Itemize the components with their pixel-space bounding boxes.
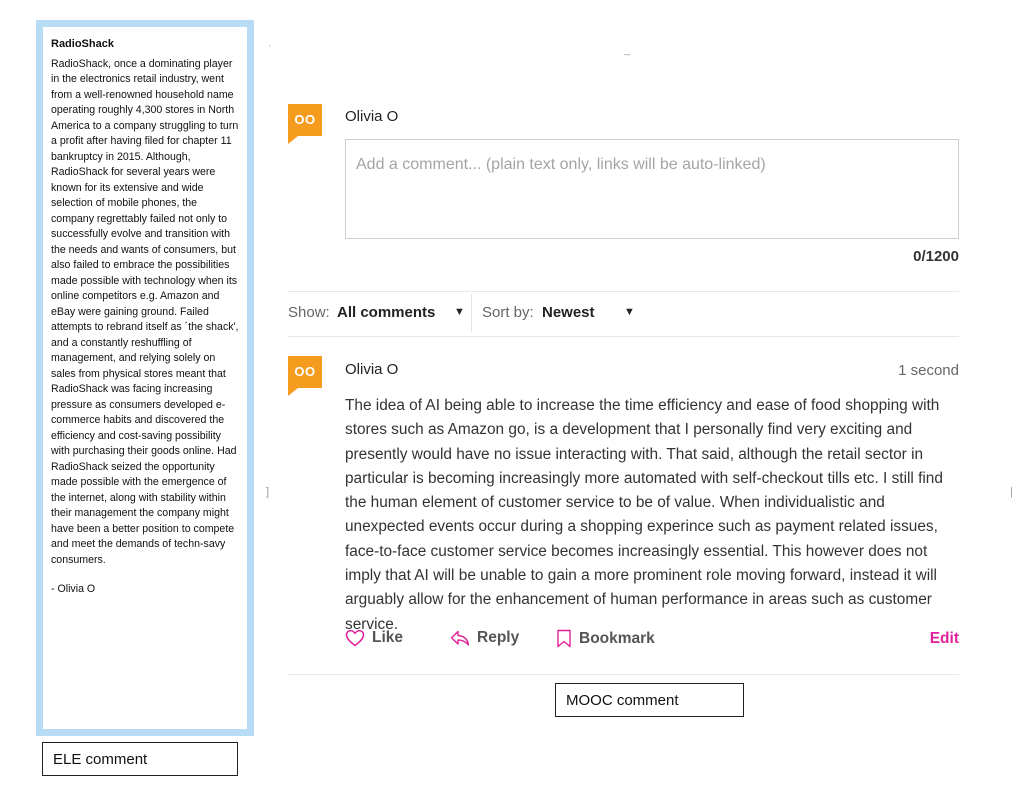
ele-comment-content (43, 27, 247, 729)
comment-author: Olivia O (345, 361, 399, 378)
edge-mark: ˈ (268, 44, 272, 56)
reply-icon (450, 629, 470, 647)
char-count: 0/1200 (913, 248, 959, 265)
divider (288, 674, 959, 675)
comment-text: The idea of AI being able to increase the time efficiency and ease of food shopping with stores such as Amazon go, is a development that I personally find very exciting and presently would have no issue interacting with. That said, although the retail sector in particular is becoming increasingly more automated with self-checkout tills etc. I still find the human element of customer service to be of value. When individualistic and unexpected events occur during a shopping experince such as payment related issues, face-to-face customer service becomes increasingly essential. This however does not imply that AI will be unable to gain a more prominent role moving forward, instead it will arguably allow for the enhancement of human performance in areas such as customer service. (345, 397, 943, 633)
edit-link[interactable]: Edit (929, 630, 959, 647)
composer-user-name: Olivia O (345, 108, 399, 125)
avatar: OO (288, 356, 322, 388)
caret-down-icon[interactable]: ▼ (624, 306, 635, 318)
reply-label: Reply (477, 629, 520, 646)
ele-comment-panel (36, 20, 254, 736)
divider (288, 291, 959, 292)
comment-input[interactable] (345, 139, 959, 239)
sort-label: Sort by: (482, 304, 534, 321)
reply-button[interactable] (450, 629, 519, 647)
mooc-caption: MOOC comment (555, 683, 744, 717)
show-label: Show: (288, 304, 330, 321)
bookmark-button[interactable] (556, 629, 655, 648)
ele-body: RadioShack, once a dominating player in the electronics retail industry, went from a well-renowned household name operating roughly 4,300 stores in North America to a company struggling to turn a profit after having filed for chapter 11 bankruptcy in 2015. Although, RadioShack for several years were known for its extensive and wide selection of mobile phones, the company regrettably failed not only to successfully evolve and transition with the needs and wants of consumers, but also failed to embrace the possibilities made possible with technology when its online competitors e.g. Amazon and eBay were gaining ground. Failed attempts to rebrand itself as ´the shack', and a constantly reshuffling of management, and relying solely on sales from physical stores meant that RadioShack was facing increasing pressure as consumers developed e-commerce habits and discovered the efficiency and cost-saving possibility with purchasing their goods online. Had RadioShack seized the opportunity made possible with the emergence of the internet, along with stability within their management the company might have been a better position to compete and meet the demands of techn-savy consumers. (51, 57, 239, 566)
avatar: OO (288, 104, 322, 136)
like-button[interactable] (345, 629, 403, 647)
bookmark-icon (556, 629, 572, 648)
caret-down-icon[interactable]: ▼ (454, 306, 465, 318)
ele-caption: ELE comment (42, 742, 238, 776)
like-label: Like (372, 629, 404, 646)
ele-title: RadioShack (51, 38, 114, 50)
ele-signature: - Olivia O (51, 583, 96, 595)
edge-mark: ] (266, 486, 270, 498)
filter-separator (471, 294, 472, 332)
heart-icon (345, 629, 365, 647)
edge-mark: | (1010, 486, 1013, 498)
edge-mark: _ (624, 44, 631, 56)
comment-timestamp: 1 second (898, 362, 959, 379)
show-dropdown-value[interactable]: All comments (337, 304, 436, 321)
divider (288, 336, 959, 337)
bookmark-label: Bookmark (579, 629, 655, 647)
sort-dropdown-value[interactable]: Newest (542, 304, 595, 321)
